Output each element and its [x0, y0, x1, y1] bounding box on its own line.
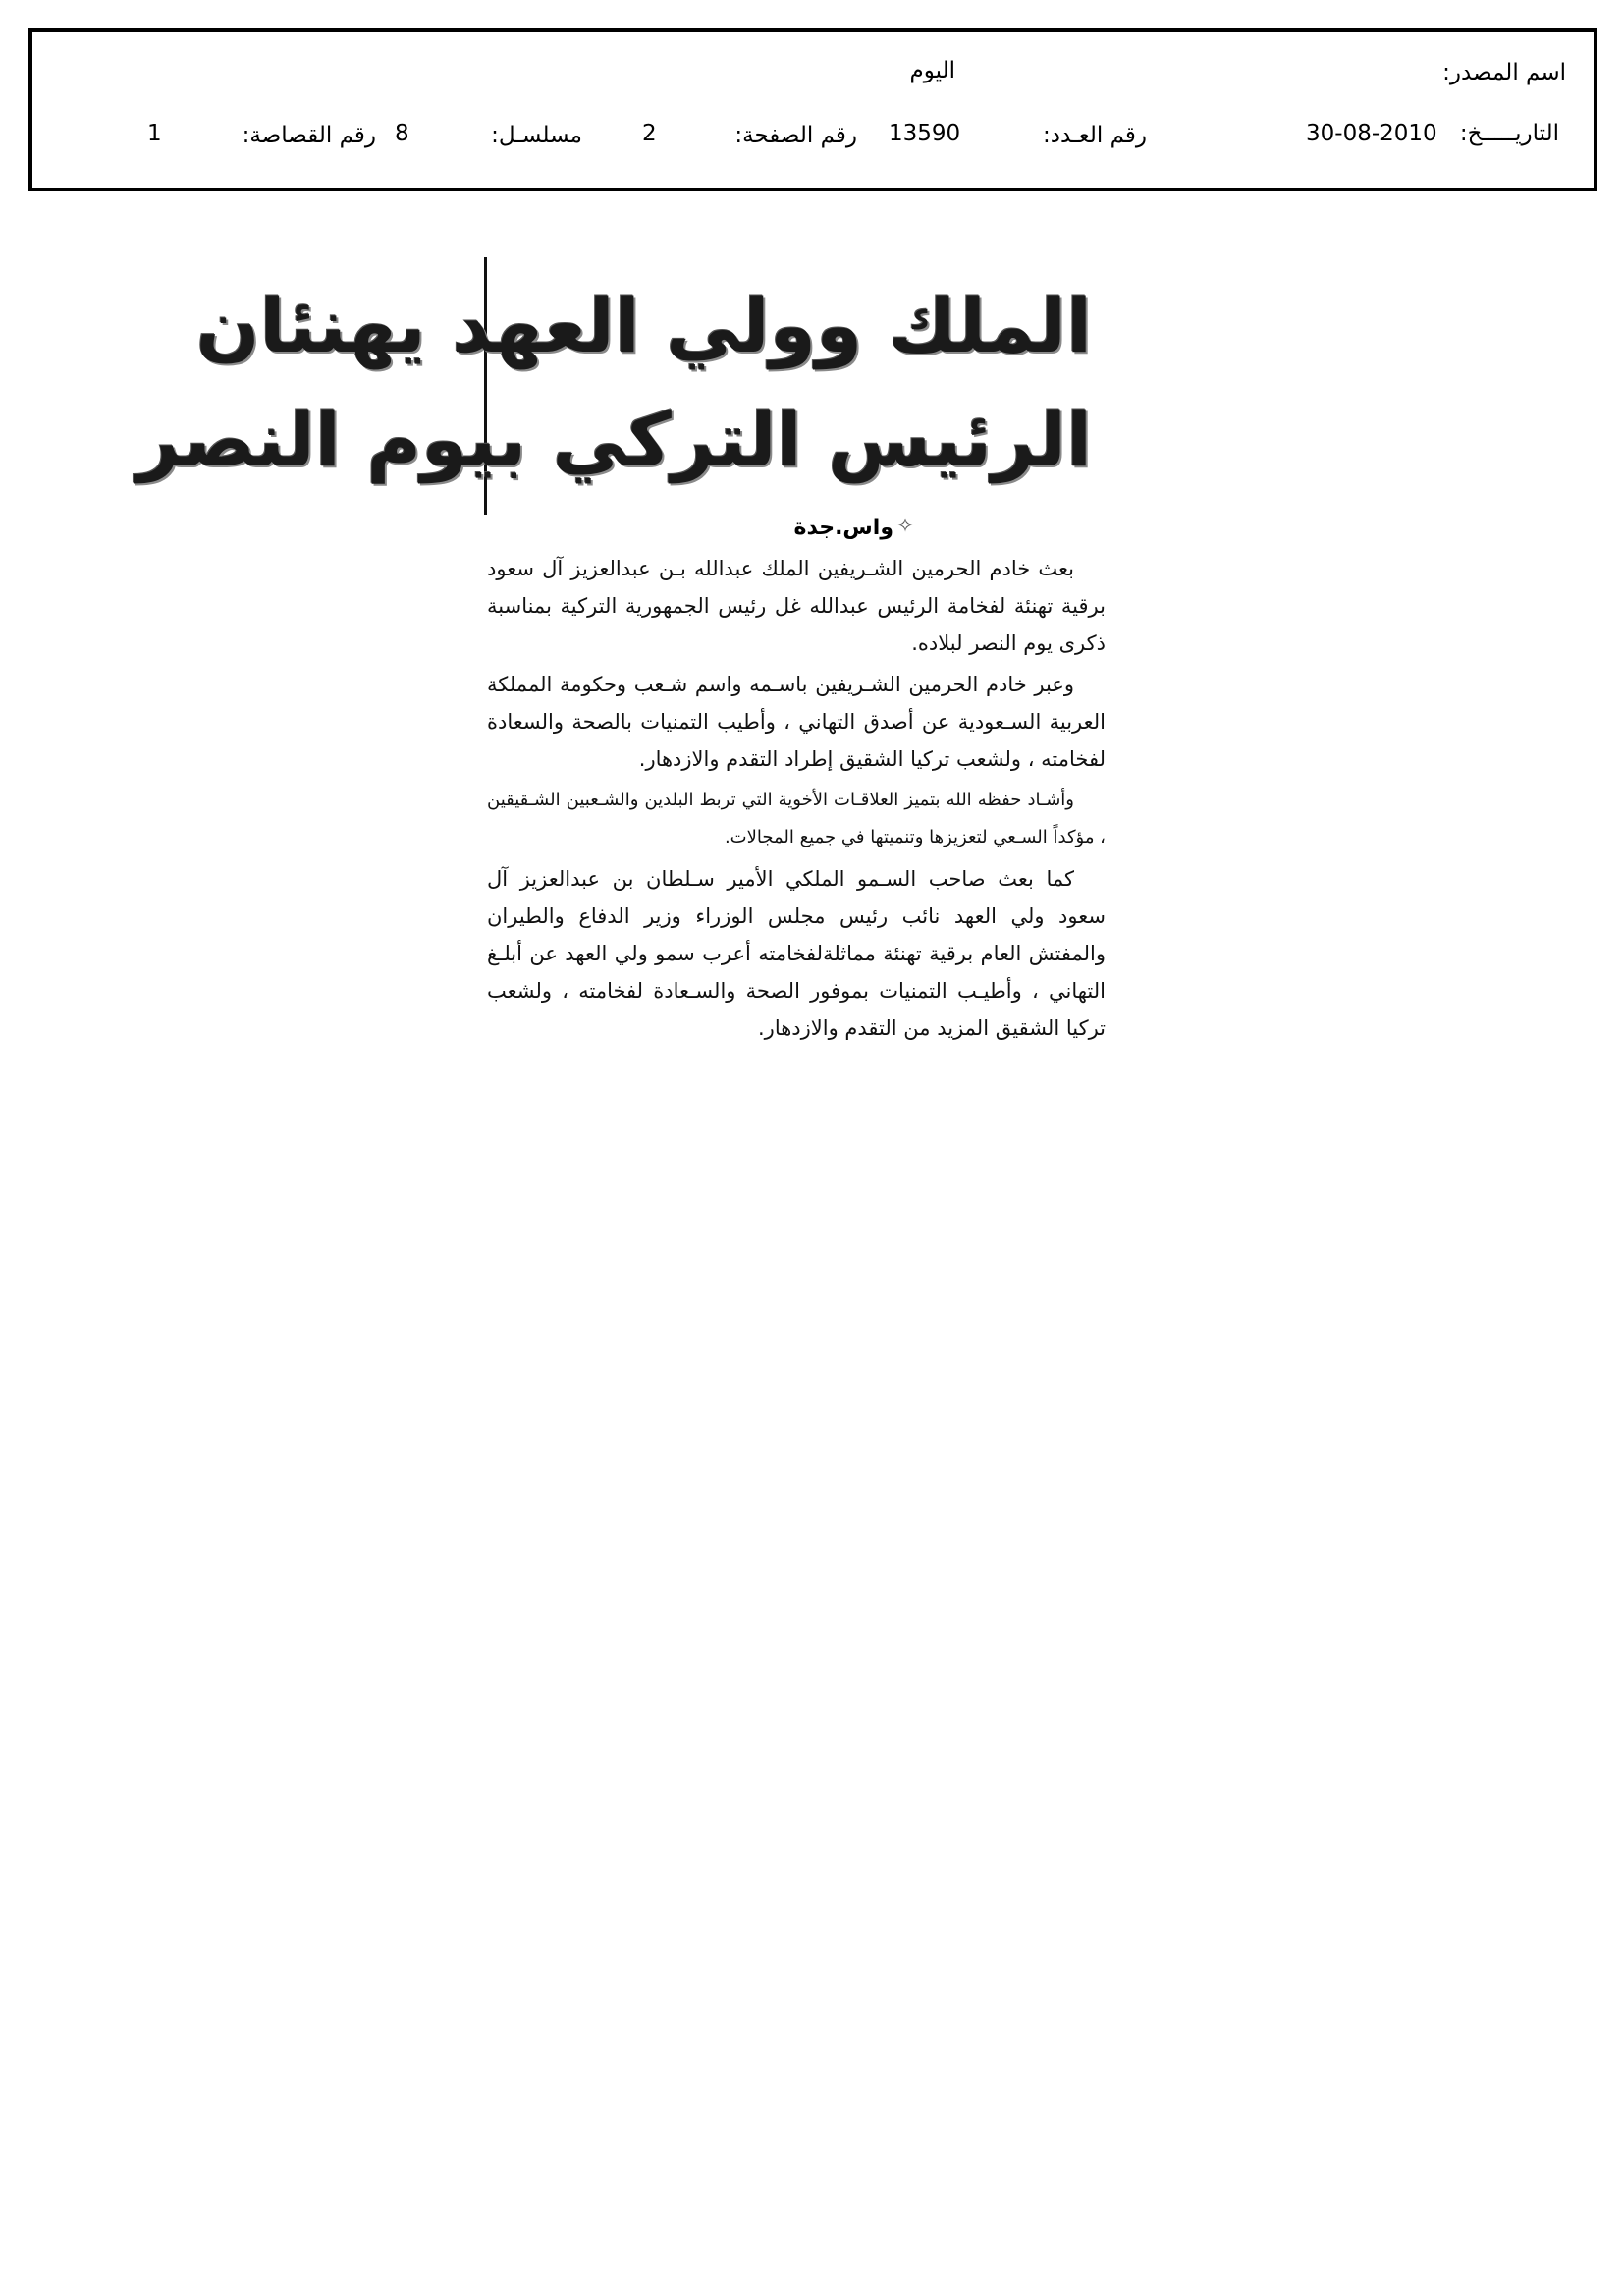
page-label: رقم الصفحة: — [734, 123, 857, 148]
clip-number-label: رقم القصاصة: — [242, 123, 376, 148]
issue-value: 13590 — [889, 121, 961, 146]
date-label: التاريـــــخ: — [1459, 121, 1559, 146]
source-label: اسم المصدر: — [1442, 60, 1566, 85]
article-paragraph: كما بعث صاحب السـمو الملكي الأمير سـلطان بن عبدالعزيز آل سعود ولي العهد نائب رئيس مجلس الوزراء وزير الدفاع والطيران والمفتش العام برقية تهنئة مماثلةلفخامته أعرب سمو ولي العهد عن أبلـغ التهاني ، وأطيـب التمنيات بموفور الصحة والسـعادة لفخامته ، ولشعب تركيا الشقيق المزيد من التقدم والازدهار. — [487, 867, 1106, 1040]
clipping-header-box — [28, 28, 1597, 191]
article-paragraph: بعث خادم الحرمين الشـريفين الملك عبدالله بـن عبدالعزيز آل سعود برقية تهنئة لفخامة الرئيس عبدالله غل رئيس الجمهورية التركية بمناسبة ذكرى يوم النصر لبلاده. — [487, 557, 1106, 655]
source-value: اليوم — [909, 58, 955, 83]
agency-mark-icon: ✧ — [896, 514, 914, 537]
headline-line-1: الملك وولي العهد يهنئان — [195, 282, 1092, 369]
page-value: 2 — [642, 121, 657, 146]
serial-value: 8 — [395, 121, 409, 146]
issue-label: رقم العـدد: — [1042, 123, 1147, 148]
article-paragraph: وأشـاد حفظه الله بتميز العلاقـات الأخوية التي تربط البلدين والشـعبين الشـقيقين ، مؤكداً السـعي لتعزيزها وتنميتها في جميع المجالات. — [487, 790, 1106, 847]
date-value: 30-08-2010 — [1306, 121, 1437, 146]
clip-number-value: 1 — [147, 121, 162, 146]
headline-line-2: الرئيس التركي بيوم النصر — [136, 396, 1092, 483]
article-paragraph: وعبر خادم الحرمين الشـريفين باسـمه واسم شـعب وحكومة المملكة العربية السـعودية عن أصدق التهاني ، وأطيب التمنيات بالصحة والسعادة لفخامته ، ولشعب تركيا الشقيق إطراد التقدم والازدهار. — [487, 673, 1106, 771]
article-body — [487, 550, 1106, 1051]
byline: واس.جدة — [793, 516, 893, 540]
serial-label: مسلسـل: — [491, 123, 582, 148]
